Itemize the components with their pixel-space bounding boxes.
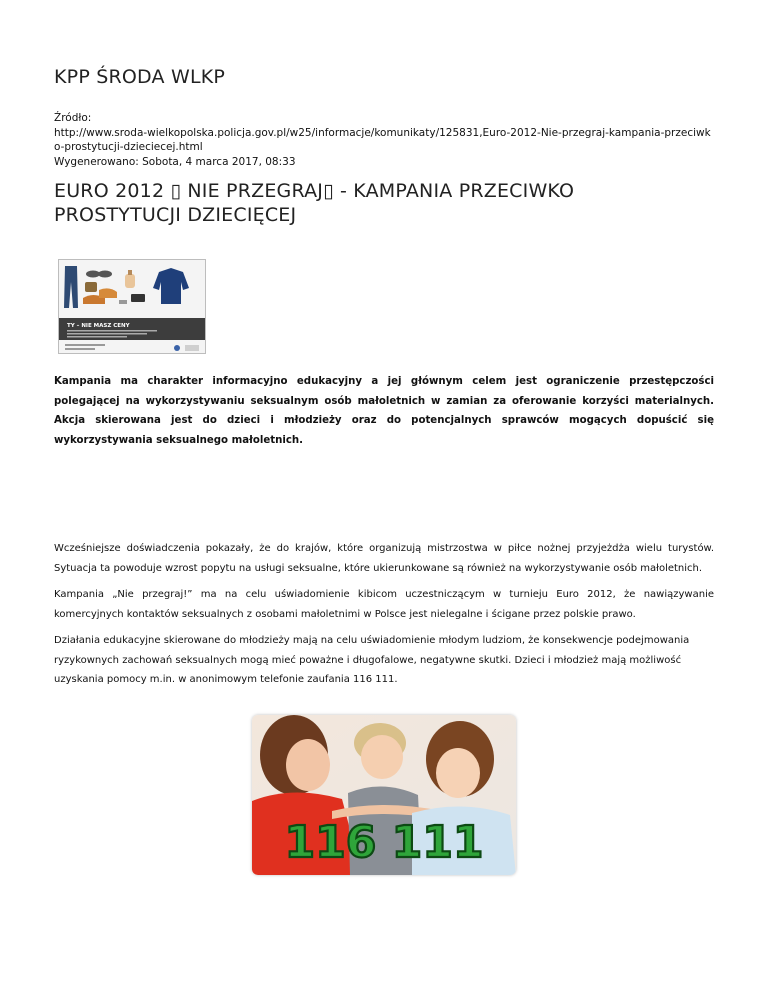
article-title-line2: PROSTYTUCJI DZIECIĘCEJ xyxy=(54,204,297,226)
helpline-number: 116 111 xyxy=(284,817,484,868)
article-paragraph-3: Działania edukacyjne skierowane do młodzieży mają na celu uświadomienie młodym ludziom, że konsekwencje podejmowania ryzykownych zachowań seksualnych mogą mieć poważne i długofalowe, negatywne skutki. Dzieci i młodzież mają możliwość uzyskania pomocy m.in. w anonimowym telefonie zaufania 116 111. xyxy=(54,635,690,685)
source-meta xyxy=(54,111,714,169)
article-title-line1: EURO 2012 ▯ NIE PRZEGRAJ▯ - KAMPANIA PRZECIWKO xyxy=(54,180,575,202)
article-title xyxy=(54,179,714,227)
generated-date: Wygenerowano: Sobota, 4 marca 2017, 08:33 xyxy=(54,155,296,168)
site-title: KPP ŚRODA WLKP xyxy=(54,66,226,88)
article-paragraph-1: Wcześniejsze doświadczenia pokazały, że do krajów, które organizują mistrzostwa w piłce nożnej przyjeżdża wielu turystów. Sytuacja ta powoduje wzrost popytu na usługi seksualne, które ukierunkowane są również na wykorzystywanie osób małoletnich. xyxy=(54,543,714,574)
source-url-line1[interactable]: http://www.sroda-wielkopolska.policja.gov.pl/w25/informacje/komunikaty/125831,Euro-2012-Nie-przegraj-kampania-przeciwk xyxy=(54,126,711,139)
source-url-line2[interactable]: o-prostytucji-dzieciecej.html xyxy=(54,141,203,153)
helpline-116111-image xyxy=(252,715,516,875)
poster-banner-text: TY – NIE MASZ CENY xyxy=(67,323,130,329)
campaign-poster-image xyxy=(58,259,206,354)
source-label: Źródło: xyxy=(54,112,92,124)
article-lead: Kampania ma charakter informacyjno edukacyjny a jej głównym celem jest ograniczenie przestępczości polegającej na wykorzystywaniu seksualnym osób małoletnich w zamian za oferowanie korzyści materialnych. Akcja skierowana jest do dzieci i młodzieży oraz do potencjalnych sprawców mogących dopuścić się wykorzystywania seksualnego małoletnich. xyxy=(54,376,714,446)
article-paragraph-2: Kampania „Nie przegraj!” ma na celu uświadomienie kibicom uczestniczącym w turnieju Euro 2012, że nawiązywanie komercyjnych kontaktów seksualnych z osobami małoletnimi w Polsce jest nielegalne i ścigane przez polskie prawo. xyxy=(54,589,714,620)
